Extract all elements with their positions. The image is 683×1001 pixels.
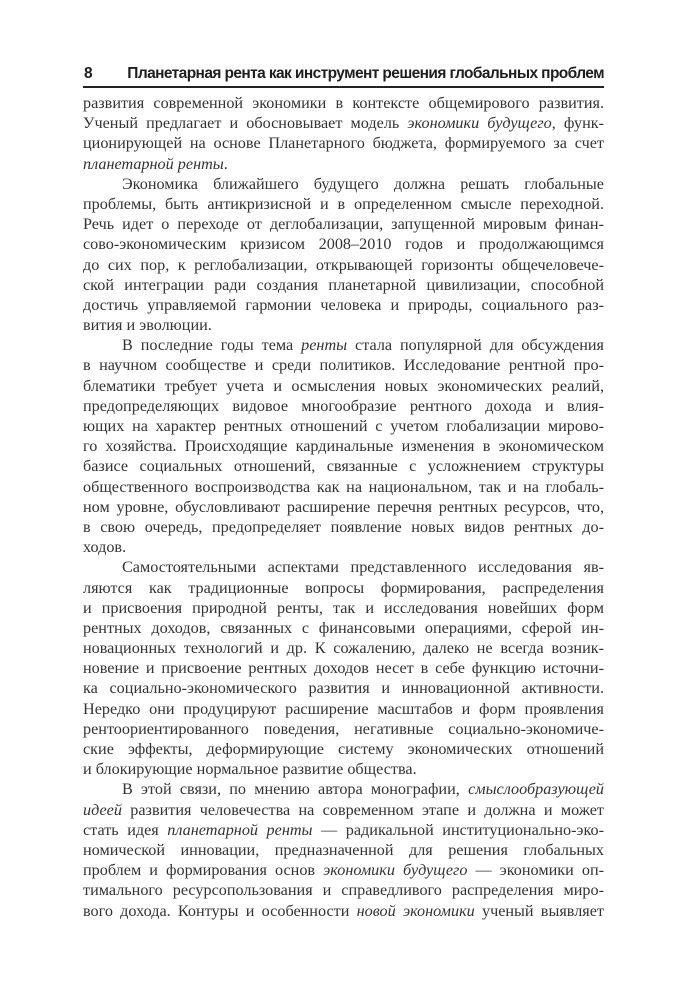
text-line (83, 678, 604, 698)
text-run: В этой связи, по мнению автора монографии, (122, 780, 469, 799)
text-line (83, 557, 604, 577)
text-run: ющих на характер рентных отношений с учетом глобализации мирово- (83, 417, 604, 435)
text-run: Ученый предлагает и обосновывает модель (83, 114, 408, 133)
italic-term: экономики будущего (323, 861, 468, 880)
text-line (83, 376, 604, 396)
text-run: — экономики оп- (467, 861, 604, 880)
italic-term: ренты (301, 336, 348, 355)
text-run: . (223, 154, 228, 173)
text-line (83, 517, 604, 537)
text-line (83, 355, 604, 375)
text-run: новение и присвоение рентных доходов несет в себе функцию источни- (83, 659, 604, 678)
italic-term: смыслообразующей (468, 780, 604, 799)
text-run: рентоориентированного поведения, негативные социально-экономиче- (83, 719, 604, 738)
text-line (83, 638, 604, 658)
text-run: до сих пор, к реглобализации, открывающей горизонты общечеловече- (83, 255, 604, 274)
text-line (83, 658, 604, 678)
text-run: Самостоятельными аспектами представленного исследования яв- (122, 558, 604, 577)
italic-term: новой экономики (356, 901, 475, 920)
text-run: проблем и формирования основ (83, 861, 324, 880)
text-run: ученый выявляет (474, 901, 604, 920)
text-run: — радикальной институционально-эко- (312, 820, 604, 839)
text-line (83, 416, 604, 436)
text-line (83, 113, 604, 133)
text-line (83, 315, 604, 335)
text-line (83, 154, 604, 174)
text-run: ка социально-экономического развития и инновационной активности. (83, 679, 604, 698)
text-line (83, 497, 604, 517)
text-line (83, 800, 604, 820)
running-title: Планетарная рента как инструмент решения глобальных проблем (127, 65, 604, 82)
text-run: достичь управляемой гармонии человека и природы, социального раз- (83, 295, 604, 314)
text-line (83, 255, 604, 275)
text-line (83, 174, 604, 194)
text-line (83, 396, 604, 416)
text-line (83, 739, 604, 759)
text-run: проблемы, быть антикризисной и в определенном смысле переходной. (83, 194, 604, 213)
text-run: блематики требует учета и осмысления новых экономических реалий, (83, 376, 604, 395)
text-run: ской интеграции ради создания планетарной цивилизации, способной (83, 275, 604, 294)
text-run: номической инновации, предназначенной для решения глобальных (83, 840, 604, 859)
text-line (83, 133, 604, 153)
text-run: ские эффекты, деформирующие систему экономических отношений (83, 740, 604, 758)
text-line (83, 537, 604, 557)
text-run: развития человечества на современном этапе и должна и может (121, 800, 604, 819)
text-line (83, 578, 604, 598)
text-run: вого дохода. Контуры и особенности (83, 901, 357, 920)
text-line (83, 295, 604, 315)
text-line (83, 860, 604, 880)
text-line (83, 456, 604, 476)
text-run: новационных технологий и др. К сожалению, далеко не всегда возник- (83, 639, 604, 658)
text-run: вития и эволюции. (83, 316, 212, 335)
text-line (83, 194, 604, 214)
italic-term: идеей (83, 800, 122, 819)
text-run: ционирующей на основе Планетарного бюджета, формируемого за счет (83, 134, 604, 153)
text-line (83, 234, 604, 254)
text-run: го хозяйства. Происходящие кардинальные изменения в экономическом (83, 437, 604, 456)
running-header (83, 62, 604, 88)
text-run: Экономика ближайшего будущего должна решать глобальные (122, 174, 604, 193)
italic-term: планетарной ренты (83, 154, 224, 173)
text-line (83, 436, 604, 456)
text-run: и присвоения природной ренты, так и исследования новейших форм (83, 598, 604, 617)
text-line (83, 901, 604, 921)
text-line (83, 759, 604, 779)
text-run: базисе социальных отношений, связанные с усложнением структуры (83, 457, 604, 476)
text-line (83, 214, 604, 234)
text-run: тимального ресурсопользования и справедливого распределения миро- (83, 881, 604, 900)
text-line (83, 880, 604, 900)
text-run: общественного воспроизводства как на национальном, так и на глобаль- (83, 477, 604, 496)
text-run: ляются как традиционные вопросы формирования, распределения (83, 578, 604, 597)
text-run: стать идея (83, 820, 168, 839)
text-run: ном уровне, обусловливают расширение перечня рентных ресурсов, что, (83, 497, 604, 516)
text-run: в научном сообществе и среди политиков. Исследование рентной про- (83, 356, 604, 375)
text-run: предопределяющих видовое многообразие рентного дохода и влия- (83, 396, 604, 415)
text-line (83, 699, 604, 719)
italic-term: планетарной ренты (167, 820, 313, 839)
text-line (83, 335, 604, 355)
text-run: развития современной экономики в контексте общемирового развития. (83, 94, 604, 112)
text-run: ходов. (83, 538, 127, 557)
text-run: , функ- (551, 114, 604, 133)
text-run: стала популярной для обсуждения (347, 336, 604, 355)
text-run: Речь идет о переходе от деглобализации, запущенной мировым финан- (83, 215, 604, 234)
text-run: рентных доходов, связанных с финансовыми операциями, сферой ин- (83, 618, 604, 637)
text-line (83, 618, 604, 638)
text-run: в свою очередь, предопределяет появление новых видов рентных до- (83, 517, 604, 536)
text-run: Нередко они продуцируют расширение масштабов и форм проявления (83, 699, 604, 718)
text-run: сово-экономическим кризисом 2008–2010 годов и продолжающимся (83, 235, 604, 254)
text-line (83, 275, 604, 295)
italic-term: экономики будущего (407, 114, 552, 133)
text-line (83, 820, 604, 840)
text-line (83, 598, 604, 618)
text-line (83, 477, 604, 497)
body-text (83, 93, 604, 921)
text-line (83, 93, 604, 113)
text-line (83, 840, 604, 860)
text-run: и блокирующие нормальное развитие общества. (83, 760, 417, 779)
text-line (83, 719, 604, 739)
page-number: 8 (84, 65, 93, 82)
text-run: В последние годы тема (122, 336, 302, 355)
text-line (83, 779, 604, 799)
